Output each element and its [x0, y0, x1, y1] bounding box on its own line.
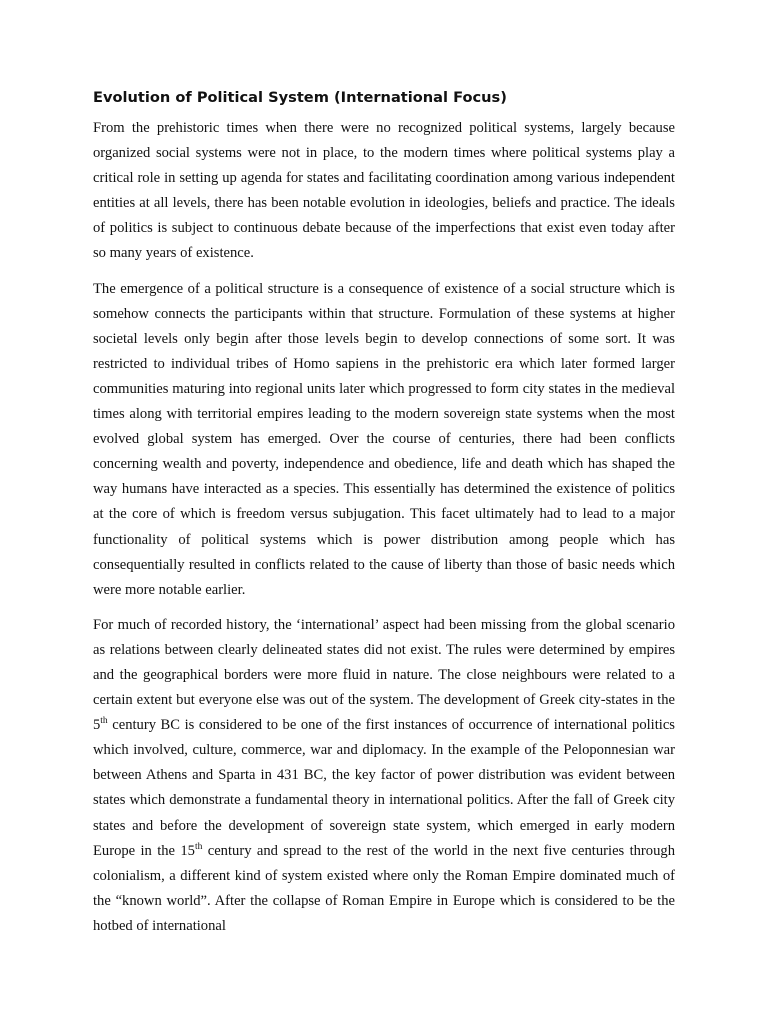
- document-title: Evolution of Political System (International Focus): [93, 89, 507, 106]
- document-body: [93, 88, 675, 949]
- paragraph-3-part-b: century BC is considered to be one of the first instances of occurrence of international politics which involved, culture, commerce, war and diplomacy. In the example of the Peloponnesian war between Athens and Sparta in 431 BC, the key factor of power distribution was evident between states which demonstrate a fundamental theory in international politics. After the fall of Greek city states and before the development of sovereign state system, which emerged in early modern Europe in the 15: [93, 717, 675, 859]
- paragraph-1: From the prehistoric times when there were no recognized political systems, largely because organized social systems were not in place, to the modern times where political systems play a critical role in setting up agenda for states and facilitating coordination among various independent entities at all levels, there has been notable evolution in ideologies, beliefs and practice. The ideals of politics is subject to continuous debate because of the imperfections that exist even today after so many years of existence.: [93, 120, 675, 262]
- paragraph-3: [93, 613, 675, 939]
- superscript-th: th: [100, 716, 108, 727]
- paragraph-3-part-a: For much of recorded history, the ‘international’ aspect had been missing from the global scenario as relations between clearly delineated states did not exist. The rules were determined by empires and the geographical borders were more fluid in nature. The close neighbours were related to a certain extent but everyone else was out of the system. The development of Greek city-states in the 5: [93, 616, 675, 734]
- paragraph-3-part-c: century and spread to the rest of the world in the next five centuries through colonialism, a different kind of system existed where only the Roman Empire dominated much of the “known world”. After the collapse of Roman Empire in Europe which is considered to be the hotbed of international: [93, 842, 675, 934]
- paragraph-2: The emergence of a political structure is a consequence of existence of a social structure which is somehow connects the participants within that structure. Formulation of these systems at higher societal levels only begin after those levels begin to develop connections of some sort. It was restricted to individual tribes of Homo sapiens in the prehistoric era which later formed larger communities maturing into regional units later which progressed to form city states in the medieval times along with territorial empires leading to the modern sovereign state systems when the most evolved global system has emerged. Over the course of centuries, there had been conflicts concerning wealth and poverty, independence and obedience, life and death which has shaped the way humans have interacted as a species. This essentially has determined the existence of politics at the core of which is freedom versus subjugation. This facet ultimately had to lead to a major functionality of political systems which is power distribution among people which has consequentially resulted in conflicts related to the cause of liberty than those of basic needs which were more notable earlier.: [93, 280, 675, 598]
- superscript-th: th: [194, 841, 203, 852]
